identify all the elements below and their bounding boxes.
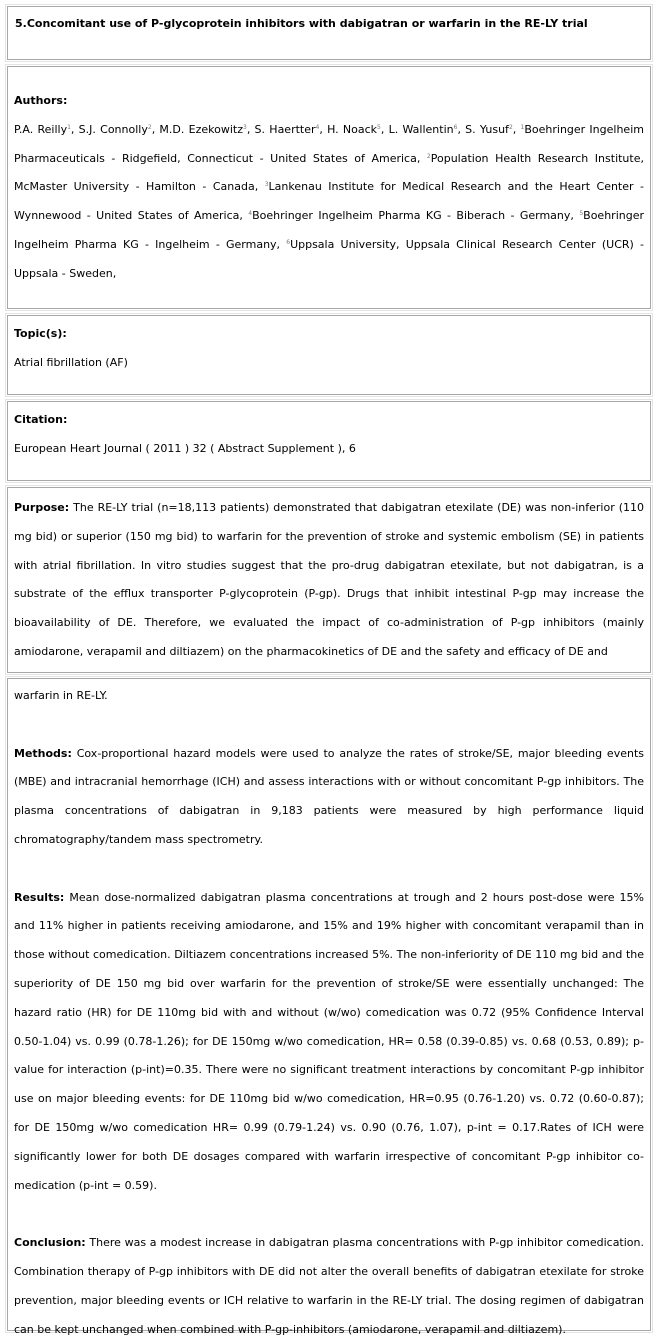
purpose-box bbox=[7, 487, 651, 673]
purpose-text: The RE-LY trial (n=18,113 patients) demonstrated that dabigatran etexilate (DE) was non-inferior (110 mg bid) or superior (150 mg bid) to warfarin for the prevention of stroke and systemic embolism (SE) in patients with atrial fibrillation. In vitro studies suggest that the pro-drug dabigatran etexilate, but not dabigatran, is a substrate of the efflux transporter P-glycoprotein (P-gp). Drugs that inhibit intestinal P-gp may increase the bioavailability of DE. Therefore, we evaluated the impact of co-administration of P-gp inhibitors (mainly amiodarone, verapamil and diltiazem) on the pharmacokinetics of DE and the safety and efficacy of DE and bbox=[14, 501, 644, 658]
purpose-continuation: warfarin in RE-LY. bbox=[14, 689, 108, 702]
author-affiliation-marker: 2 bbox=[508, 123, 513, 131]
methods-label: Methods: bbox=[14, 746, 72, 760]
citation-label: Citation: bbox=[14, 413, 68, 426]
conclusion-label: Conclusion: bbox=[14, 1236, 86, 1250]
author-affiliation-marker: 4 bbox=[315, 123, 320, 131]
authors-list: P.A. Reilly$^1$, S.J. Connolly$^2$, M.D. Ezekowitz$^3$, S. Haertter$^4$, H. Noack$^5$, L. Wallentin$^6$, S. Yusuf$^2$, $^1$Boehringer Ingelheim Pharmaceuticals - Ridgefield, Connecticut - United States of America, $^2$Population Health Research Institute, McMaster University - Hamilton - Canada, $^3$Lankenau Institute for Medical Research and the Heart Center - Wynnewood - United States of America, $^4$Boehringer Ingelheim Pharma KG - Biberach - Germany, $^5$Boehringer Ingelheim Pharma KG - Ingelheim - Germany, $^6$Uppsala University, Uppsala Clinical Research Center (UCR) - Uppsala - Sweden, bbox=[14, 122, 645, 280]
affiliation-marker: 3 bbox=[264, 181, 269, 189]
title-box bbox=[7, 6, 651, 60]
affiliation-text: Lankenau Institute for Medical Research and the Heart Center - Wynnewood - United States of America, bbox=[14, 180, 645, 223]
author-affiliation-marker: 5 bbox=[377, 123, 381, 131]
authors-label: Authors: bbox=[14, 94, 68, 107]
topic-box bbox=[7, 315, 651, 395]
affiliation-text: Population Health Research Institute, McMaster University - Hamilton - Canada, bbox=[14, 151, 644, 194]
results-paragraph bbox=[14, 884, 644, 1201]
author-name: , M.D. Ezekowitz bbox=[151, 122, 243, 136]
affiliation-marker: 4 bbox=[248, 210, 253, 218]
affiliation-marker: 1 bbox=[520, 123, 525, 131]
page-title: 5.Concomitant use of P-glycoprotein inhibitors with dabigatran or warfarin in the RE-LY trial bbox=[15, 17, 588, 30]
conclusion-text: There was a modest increase in dabigatran plasma concentrations with P-gp inhibitor comedication. Combination therapy of P-gp inhibitors with DE did not alter the overall benefits of dabigatran etexilate for stroke prevention, major bleeding events or ICH relative to warfarin in the RE-LY trial. The dosing regimen of dabigatran can be kept unchanged when combined with P-gp-inhibitors (amiodarone, verapamil and diltiazem). bbox=[14, 1236, 644, 1336]
affiliation-marker: 6 bbox=[286, 238, 291, 246]
authors-box bbox=[7, 66, 651, 309]
results-text: Mean dose-normalized dabigatran plasma concentrations at trough and 2 hours post-dose were 15% and 11% higher in patients receiving amiodarone, and 15% and 19% higher with concomitant verapamil than in those without comedication. Diltiazem concentrations increased 5%. The non-inferiority of DE 110 mg bid and the superiority of DE 150 mg bid over warfarin for the prevention of stroke/SE were essentially unchanged: The hazard ratio (HR) for DE 110mg bid with and without (w/wo) comedication was 0.72 (95% Confidence Interval 0.50-1.04) vs. 0.99 (0.78-1.26); for DE 150mg w/wo comedication, HR= 0.58 (0.39-0.85) vs. 0.68 (0.53, 0.89); p-value for interaction (p-int)=0.35. There were no significant treatment interactions by concomitant P-gp inhibitor use on major bleeding events: for DE 110mg bid w/wo comedication, HR=0.95 (0.76-1.20) vs. 0.72 (0.60-0.87); for DE 150mg w/wo comedication HR= 0.99 (0.79-1.24) vs. 0.90 (0.76, 1.07), p-int = 0.17.Rates of ICH were significantly lower for both DE dosages compared with warfarin irrespective of concomitant P-gp inhibitor co-medication (p-int = 0.59). bbox=[14, 890, 644, 1192]
purpose-label: Purpose: bbox=[14, 501, 70, 514]
affiliation-text: Uppsala University, Uppsala Clinical Research Center (UCR) - Uppsala - Sweden, bbox=[14, 237, 644, 280]
affiliation-text: Boehringer Ingelheim Pharmaceuticals - Ridgefield, Connecticut - United States of America, bbox=[14, 122, 644, 165]
author-name: P.A. Reilly bbox=[14, 122, 68, 136]
affiliation-marker: 2 bbox=[426, 152, 431, 160]
topic-value: Atrial fibrillation (AF) bbox=[14, 355, 128, 369]
purpose-paragraph bbox=[14, 494, 644, 667]
conclusion-paragraph bbox=[14, 1229, 644, 1344]
affiliation-text: Boehringer Ingelheim Pharma KG - Ingelheim - Germany, bbox=[14, 209, 644, 251]
affiliation-marker: 5 bbox=[579, 210, 584, 218]
affiliation-text: Boehringer Ingelheim Pharma KG - Biberach - Germany, bbox=[252, 209, 580, 223]
author-name: , L. Wallentin bbox=[380, 122, 454, 136]
author-name: , S.J. Connolly bbox=[70, 122, 148, 136]
topic-label: Topic(s): bbox=[14, 327, 67, 340]
authors-section bbox=[14, 87, 644, 289]
author-affiliation-marker: 1 bbox=[67, 123, 71, 131]
methods-text: Cox-proportional hazard models were used to analyze the rates of stroke/SE, major bleeding events (MBE) and intracranial hemorrhage (ICH) and assess interactions with or without concomitant P-gp inhibitors. The plasma concentrations of dabigatran in 9,183 patients were measured by high performance liquid chromatography/tandem mass spectrometry. bbox=[14, 746, 644, 846]
abstract-body-box bbox=[7, 678, 651, 1336]
methods-paragraph bbox=[14, 740, 644, 855]
author-affiliation-marker: 3 bbox=[242, 123, 247, 131]
citation-box bbox=[7, 401, 651, 481]
author-name: , S. Yusuf bbox=[457, 122, 509, 136]
results-label: Results: bbox=[14, 890, 65, 904]
author-name: , H. Noack bbox=[319, 122, 378, 136]
citation-value: European Heart Journal ( 2011 ) 32 ( Abstract Supplement ), 6 bbox=[14, 441, 356, 455]
author-affiliation-marker: 2 bbox=[147, 123, 152, 131]
author-affiliation-marker: 6 bbox=[453, 123, 458, 131]
author-name: , S. Haertter bbox=[246, 122, 316, 136]
